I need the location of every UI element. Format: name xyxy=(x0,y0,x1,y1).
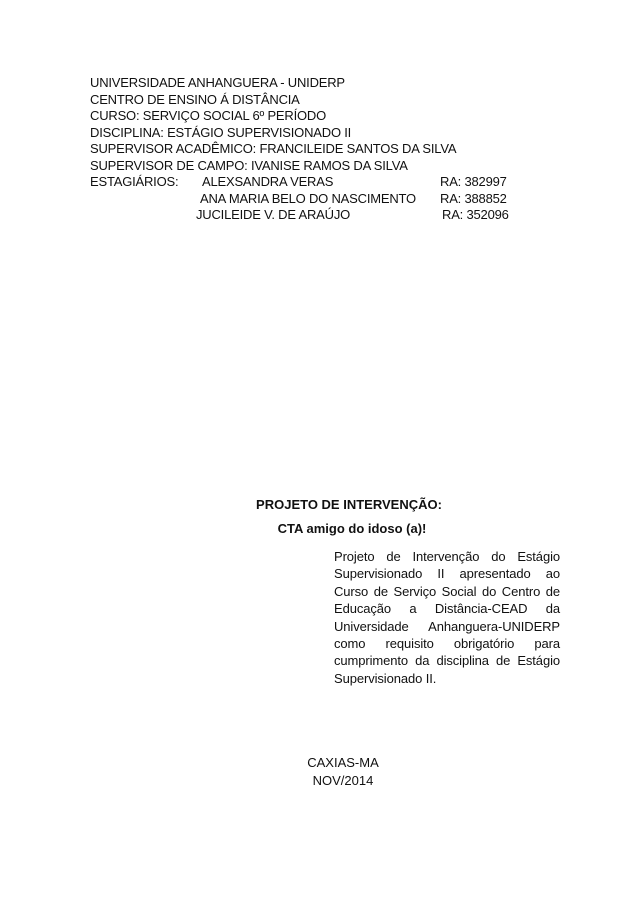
description-line: Curso de Serviço Social do Centro de xyxy=(334,583,560,599)
intern-row xyxy=(90,207,560,224)
intern-ra: RA: 352096 xyxy=(442,207,509,222)
intern-row xyxy=(90,174,560,191)
intern-name: ALEXSANDRA VERAS xyxy=(202,174,334,189)
intern-name: ANA MARIA BELO DO NASCIMENTO xyxy=(200,190,416,206)
academic-supervisor-line: SUPERVISOR ACADÊMICO: FRANCILEIDE SANTOS DA SILVA xyxy=(90,141,457,156)
description-line: Supervisionado II apresentado ao xyxy=(334,566,560,582)
discipline-line: DISCIPLINA: ESTÁGIO SUPERVISIONADO II xyxy=(90,124,352,140)
intern-ra: RA: 382997 xyxy=(440,174,507,189)
description-line: Universidade Anhanguera-UNIDERP xyxy=(334,618,560,634)
document-header xyxy=(90,75,560,224)
teaching-center: CENTRO DE ENSINO Á DISTÂNCIA xyxy=(90,91,300,107)
interns-label: ESTAGIÁRIOS: xyxy=(90,174,179,189)
intern-ra: RA: 388852 xyxy=(440,190,507,206)
field-supervisor-line: SUPERVISOR DE CAMPO: IVANISE RAMOS DA SILVA xyxy=(90,157,408,173)
description-line: Supervisionado II. xyxy=(334,670,437,686)
university-name: UNIVERSIDADE ANHANGUERA - UNIDERP xyxy=(90,75,345,90)
intern-row xyxy=(90,191,560,208)
intern-name: JUCILEIDE V. DE ARAÚJO xyxy=(196,207,351,222)
project-title: PROJETO DE INTERVENÇÃO: xyxy=(256,497,442,512)
footer-city: CAXIAS-MA xyxy=(307,755,379,770)
description-line: como requisito obrigatório para xyxy=(334,636,560,652)
project-subtitle: CTA amigo do idoso (a)! xyxy=(277,521,427,536)
description-line: cumprimento da disciplina de Estágio xyxy=(334,653,560,669)
description-line: Educação a Distância-CEAD da xyxy=(334,601,560,617)
description-line: Projeto de Intervenção do Estágio xyxy=(334,549,560,564)
project-description xyxy=(334,548,560,687)
course-line: CURSO: SERVIÇO SOCIAL 6º PERÍODO xyxy=(90,108,327,123)
footer-date: NOV/2014 xyxy=(312,773,374,788)
